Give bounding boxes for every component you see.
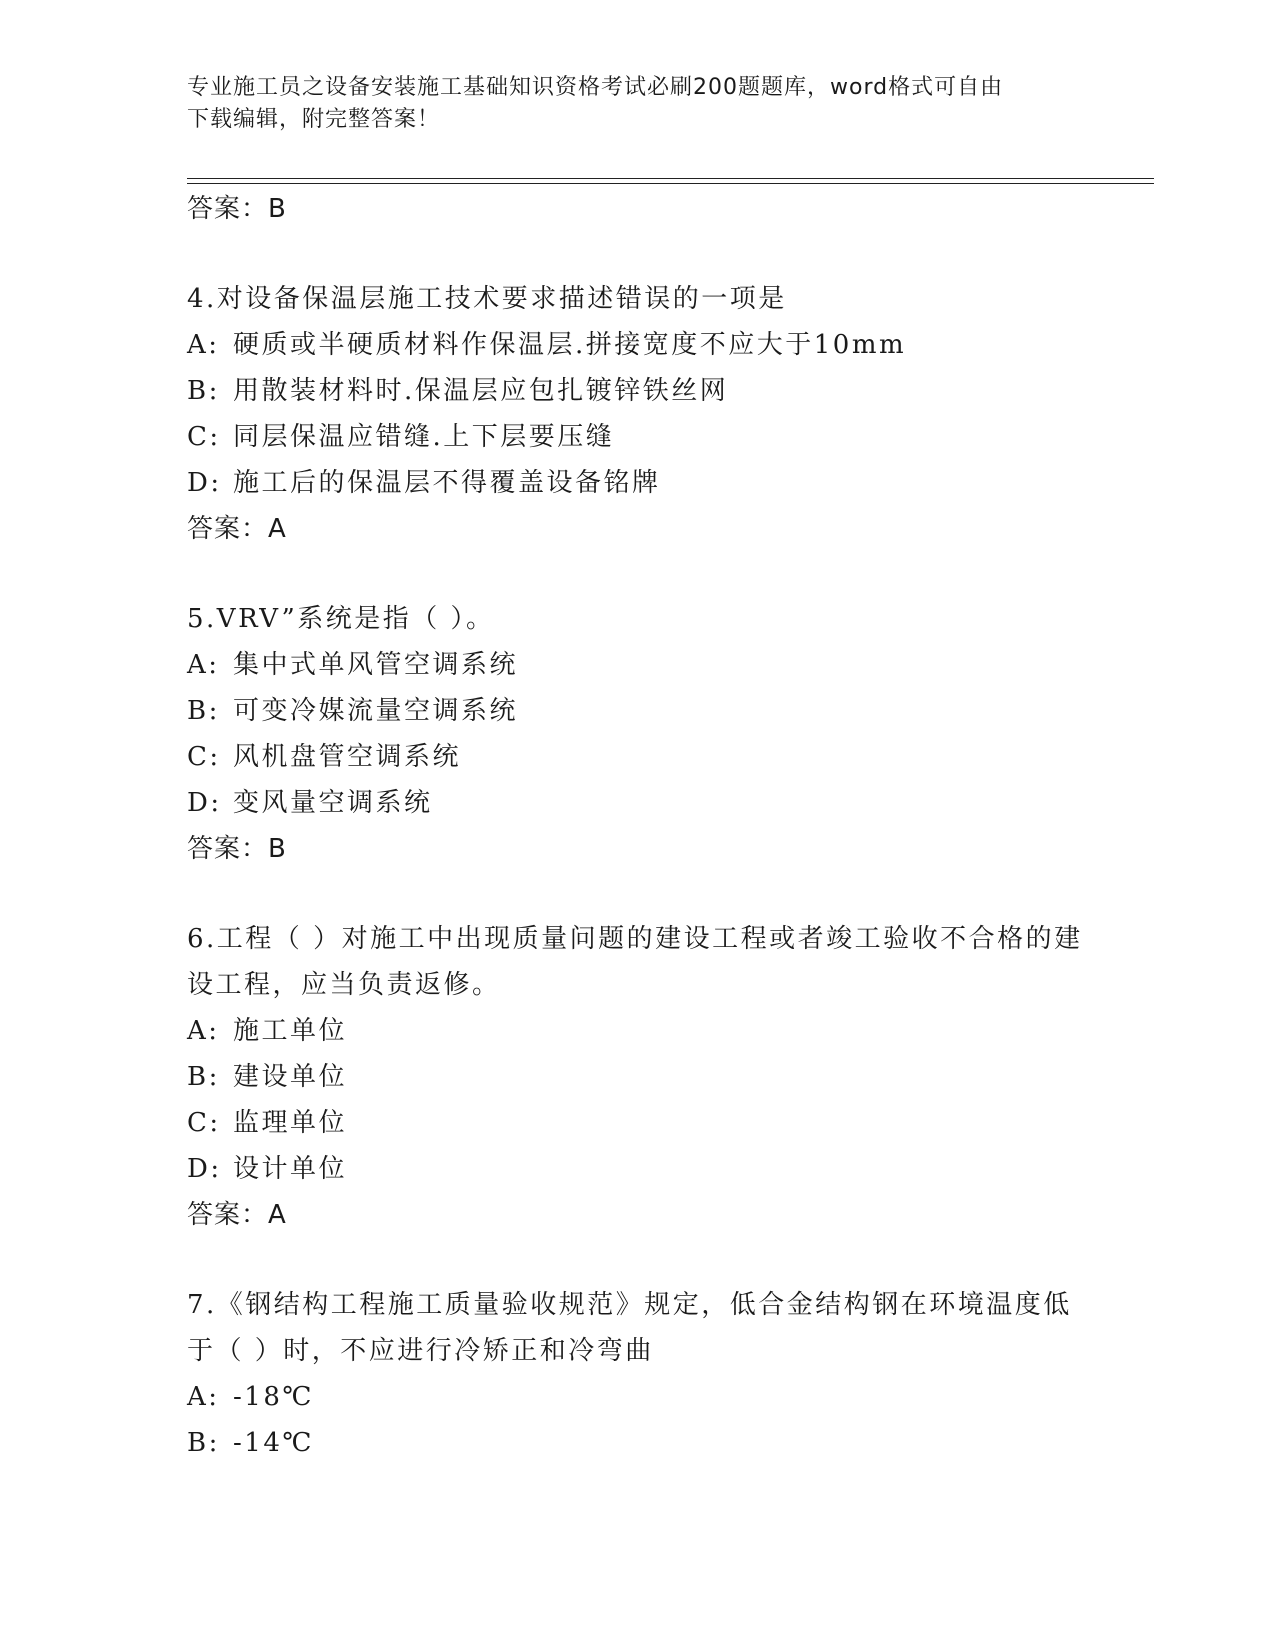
spacer <box>187 232 1087 276</box>
option-c <box>187 414 1087 460</box>
option-text: 监理单位 <box>233 1108 348 1138</box>
option-text: 变风量空调系统 <box>233 788 433 818</box>
option-b <box>187 368 1087 414</box>
option-text: 可变冷媒流量空调系统 <box>233 696 519 726</box>
question-block <box>187 276 1087 552</box>
question-block <box>187 1282 1087 1466</box>
question-text: 7.《钢结构工程施工质量验收规范》规定，低合金结构钢在环境温度低于（ ）时，不应进行冷矫正和冷弯曲 <box>187 1290 1072 1366</box>
header-line-1: 专业施工员之设备安装施工基础知识资格考试必刷200题题库，word格式可自由 <box>187 75 1004 100</box>
option-text: 硬质或半硬质材料作保温层.拼接宽度不应大于10mm <box>233 330 907 360</box>
option-d <box>187 780 1087 826</box>
option-letter: D: <box>187 788 222 818</box>
option-text: -18℃ <box>233 1382 314 1412</box>
option-letter: B: <box>187 376 220 406</box>
header-divider-bottom <box>187 183 1154 184</box>
spacer <box>187 1238 1087 1282</box>
option-d <box>187 1146 1087 1192</box>
option-letter: A: <box>187 330 220 360</box>
option-a <box>187 322 1087 368</box>
option-a <box>187 1008 1087 1054</box>
option-letter: B: <box>187 696 220 726</box>
question-block <box>187 916 1087 1238</box>
header-line-2: 下载编辑，附完整答案！ <box>187 107 441 132</box>
option-letter: A: <box>187 1382 220 1412</box>
option-letter: C: <box>187 742 221 772</box>
option-text: 建设单位 <box>233 1062 348 1092</box>
spacer <box>187 552 1087 596</box>
option-letter: B: <box>187 1062 220 1092</box>
header-divider-top <box>187 178 1154 179</box>
answer-line: 答案：B <box>187 194 287 224</box>
answer-line: 答案：A <box>187 514 287 544</box>
option-text: 同层保温应错缝.上下层要压缝 <box>233 422 615 452</box>
question-text: 5.VRV”系统是指（ ）。 <box>187 604 495 634</box>
option-text: 用散装材料时.保温层应包扎镀锌铁丝网 <box>233 376 729 406</box>
question-list <box>187 186 1087 1466</box>
spacer <box>187 872 1087 916</box>
option-letter: C: <box>187 422 221 452</box>
option-text: -14℃ <box>233 1428 314 1458</box>
option-letter: A: <box>187 650 220 680</box>
option-b <box>187 1054 1087 1100</box>
option-text: 施工单位 <box>233 1016 348 1046</box>
option-letter: D: <box>187 468 222 498</box>
option-text: 集中式单风管空调系统 <box>233 650 519 680</box>
option-b <box>187 1420 1087 1466</box>
question-text: 6.工程（ ）对施工中出现质量问题的建设工程或者竣工验收不合格的建设工程，应当负责返修。 <box>187 924 1083 1000</box>
option-text: 风机盘管空调系统 <box>233 742 462 772</box>
option-c <box>187 1100 1087 1146</box>
option-text: 施工后的保温层不得覆盖设备铭牌 <box>233 468 661 498</box>
option-a <box>187 1374 1087 1420</box>
option-letter: D: <box>187 1154 222 1184</box>
question-block <box>187 596 1087 872</box>
document-header <box>187 72 1067 136</box>
option-b <box>187 688 1087 734</box>
option-letter: C: <box>187 1108 221 1138</box>
option-letter: B: <box>187 1428 220 1458</box>
option-text: 设计单位 <box>233 1154 348 1184</box>
answer-line: 答案：B <box>187 834 287 864</box>
question-text: 4.对设备保温层施工技术要求描述错误的一项是 <box>187 284 787 314</box>
option-d <box>187 460 1087 506</box>
answer-line: 答案：A <box>187 1200 287 1230</box>
option-letter: A: <box>187 1016 220 1046</box>
option-a <box>187 642 1087 688</box>
option-c <box>187 734 1087 780</box>
